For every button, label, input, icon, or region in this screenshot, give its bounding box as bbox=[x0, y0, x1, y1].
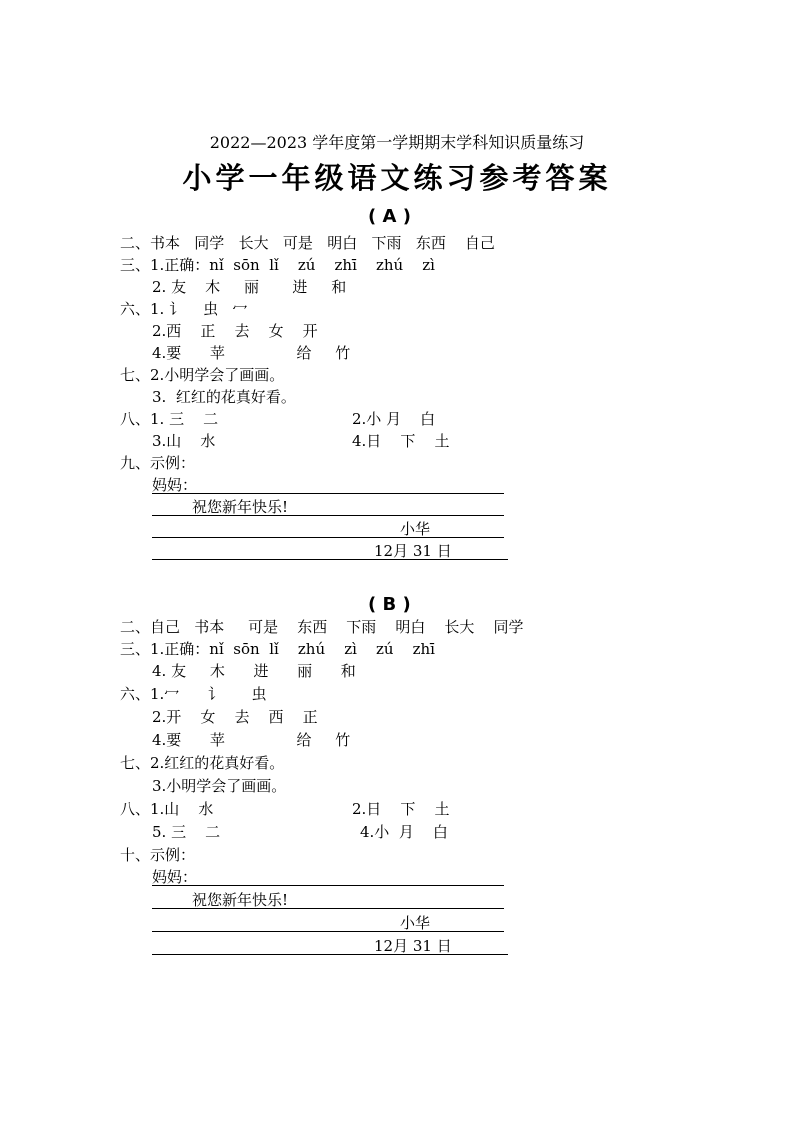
b-letter-date: 12月 31 日 bbox=[374, 937, 452, 955]
b-letter-greeting: 妈妈： bbox=[152, 868, 198, 886]
b-q7-2: 七、2.红红的花真好看。 bbox=[120, 754, 285, 772]
b-letter-line bbox=[152, 954, 508, 955]
a-q8-2: 2.小 月 白 bbox=[352, 410, 436, 428]
b-q6-4: 4.要 苹 给 竹 bbox=[152, 731, 351, 749]
a-letter-signature: 小华 bbox=[400, 520, 431, 538]
page-title: 小学一年级语文练习参考答案 bbox=[182, 161, 612, 195]
a-letter-line bbox=[152, 515, 504, 516]
a-letter-line bbox=[152, 493, 504, 494]
b-letter-body: 祝您新年快乐! bbox=[192, 891, 289, 909]
a-q3-1: 三、1.正确：nǐ sōn lǐ zú zhī zhú zì bbox=[120, 256, 435, 274]
a-letter-date: 12月 31 日 bbox=[374, 542, 452, 560]
a-letter-greeting: 妈妈： bbox=[152, 476, 198, 494]
b-q2: 二、自己 书本 可是 东西 下雨 明白 长大 同学 bbox=[120, 618, 524, 636]
b-q8-5: 5. 三 二 bbox=[152, 823, 221, 841]
a-q2: 二、书本 同学 长大 可是 明白 下雨 东西 自己 bbox=[120, 234, 495, 252]
b-q6-2: 2.开 女 去 西 正 bbox=[152, 708, 318, 726]
b-letter-line bbox=[152, 931, 504, 932]
a-q8-4: 4.日 下 土 bbox=[352, 432, 450, 450]
b-q10: 十、示例： bbox=[120, 846, 196, 864]
a-letter-line bbox=[152, 559, 508, 560]
b-letter-line bbox=[152, 885, 504, 886]
a-letter-line bbox=[152, 537, 504, 538]
section-a-label: ( A ) bbox=[368, 206, 411, 227]
exam-subtitle: 2022—2023 学年度第一学期期末学科知识质量练习 bbox=[209, 133, 585, 152]
b-q3-1: 三、1.正确：nǐ sōn lǐ zhú zì zú zhī bbox=[120, 640, 435, 658]
a-q6-4: 4.要 苹 给 竹 bbox=[152, 344, 351, 362]
a-q8-3: 3.山 水 bbox=[152, 432, 216, 450]
b-letter-line bbox=[152, 908, 504, 909]
section-b-label: ( B ) bbox=[368, 594, 411, 615]
a-q9: 九、示例： bbox=[120, 454, 196, 472]
a-q3-2: 2. 友 木 丽 进 和 bbox=[152, 278, 347, 296]
a-q8-1: 八、1. 三 二 bbox=[120, 410, 219, 428]
b-q8-2: 2.日 下 土 bbox=[352, 800, 450, 818]
b-q8-4: 4.小 月 白 bbox=[360, 823, 448, 841]
a-q6-1: 六、1. 讠 虫 冖 bbox=[120, 300, 248, 318]
a-q7-3: 3. 红红的花真好看。 bbox=[152, 388, 296, 406]
b-letter-signature: 小华 bbox=[400, 914, 431, 932]
b-q3-4: 4. 友 木 进 丽 和 bbox=[152, 662, 356, 680]
a-letter-body: 祝您新年快乐! bbox=[192, 498, 289, 516]
a-q7-2: 七、2.小明学会了画画。 bbox=[120, 366, 285, 384]
b-q7-3: 3.小明学会了画画。 bbox=[152, 777, 287, 795]
b-q6-1: 六、1.冖 讠 虫 bbox=[120, 685, 267, 703]
a-q6-2: 2.西 正 去 女 开 bbox=[152, 322, 318, 340]
b-q8-1: 八、1.山 水 bbox=[120, 800, 214, 818]
